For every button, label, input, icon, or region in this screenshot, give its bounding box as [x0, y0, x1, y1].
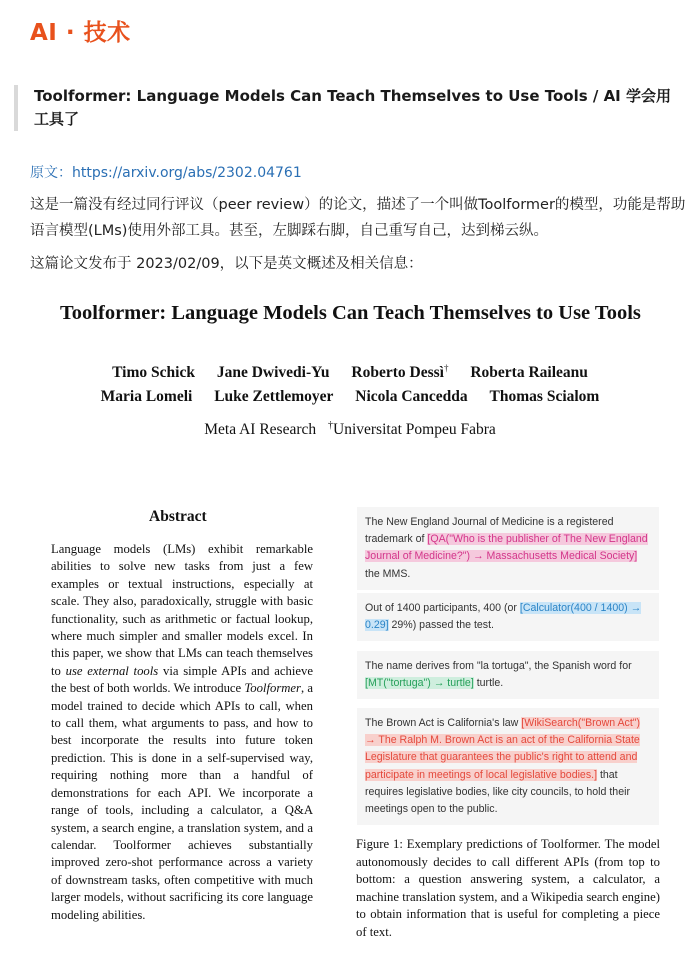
article-title-quote	[14, 85, 684, 131]
figure-caption: Figure 1: Exemplary predictions of Toolformer. The model autonomously decides to call different APIs (from top to bottom: a question answering system, a calculator, a machine translation system, and a Wikipedia search engine) to obtain information that is useful for completing a piece of text.	[356, 837, 660, 939]
dagger-mark: †	[328, 420, 334, 431]
source-link[interactable]: https://arxiv.org/abs/2302.04761	[72, 165, 302, 181]
abstract-text: Language models (LMs) exhibit remarkable abilities to solve new tasks from just a few examples or textual instructions, especially at scale. They also, paradoxically, struggle with basic functionality, such as arithmetic or factual lookup, where much simpler and smaller models excel. In this paper, we show that LMs can teach themselves to use external tools via simple APIs and achieve the best of both worlds. We introduce Toolformer, a model trained to decide which APIs to call, when to call them, what arguments to pass, and how to best incorporate the results into future token prediction. This is done in a self-supervised way, requiring nothing more than a handful of demonstrations for each API. We incorporate a range of tools, including a calculator, a Q&A system, a search engine, a translation system, and a calendar. Toolformer achieves substantially improved zero-shot performance across a variety of downstream tasks, often competitive with much larger models, without sacrificing its core language modeling abilities.	[51, 542, 313, 922]
section-brand: AI · 技术	[30, 20, 131, 46]
paper-image	[0, 290, 700, 963]
affiliation-1: Meta AI Research	[204, 421, 317, 439]
affiliation-2: Universitat Pompeu Fabra	[333, 421, 496, 439]
example-calculator: Out of 1400 participants, 400 (or [Calculator(400 / 1400) → 0.29] 29%) passed the test.	[357, 593, 659, 641]
author: Roberta Raileanu	[470, 364, 588, 382]
example-wikisearch: The Brown Act is California's law [WikiSearch("Brown Act") → The Ralph M. Brown Act is an act of the California State Legislature that guarantees the public's right to attend and participate in meetings of local legislative bodies.] that requires legislative bodies, like city councils, to hold their meetings open to the public.	[357, 708, 659, 825]
api-call-wikisearch: [WikiSearch("Brown Act") → The Ralph M. Brown Act is an act of the California State Legislature that guarantees the public's right to attend and participate in meetings of local legislative bodies.]	[365, 717, 641, 781]
api-call-mt: [MT("tortuga") → turtle]	[365, 677, 474, 690]
authors-row-2	[0, 388, 700, 406]
source-label: 原文：	[30, 165, 72, 181]
author: Timo Schick	[112, 364, 195, 382]
authors-row-1	[0, 363, 700, 382]
affiliations	[0, 420, 700, 439]
author: Thomas Scialom	[489, 388, 600, 405]
author: Jane Dwivedi-Yu	[216, 364, 330, 382]
example-mt: The name derives from "la tortuga", the Spanish word for [MT("tortuga") → turtle] turtle.	[357, 651, 659, 699]
api-call-qa: [QA("Who is the publisher of The New England Journal of Medicine?") → Massachusetts Medical Society]	[365, 533, 648, 563]
example-qa: The New England Journal of Medicine is a registered trademark of [QA("Who is the publisher of The New England Journal of Medicine?") → Massachusetts Medical Society] the MMS.	[357, 507, 659, 590]
paper-title: Toolformer: Language Models Can Teach Themselves to Use Tools	[60, 302, 641, 324]
article-title: Toolformer: Language Models Can Teach Themselves to Use Tools / AI 学会用工具了	[34, 87, 671, 128]
intro-paragraph: 这是一篇没有经过同行评议（peer review）的论文，描述了一个叫做Toolformer的模型，功能是帮助语言模型(LMs)使用外部工具。甚至，左脚踩右脚，自己重写自己，达到梯云纵。	[30, 197, 686, 239]
source-line	[30, 162, 302, 182]
intro-paragraph-2: 这篇论文发布于 2023/02/09，以下是英文概述及相关信息：	[30, 256, 423, 272]
api-call-calculator: [Calculator(400 / 1400) → 0.29]	[365, 602, 642, 632]
author: Roberto Dessì†	[351, 363, 449, 382]
abstract-heading: Abstract	[149, 508, 207, 525]
author: Nicola Cancedda	[355, 388, 468, 405]
author: Luke Zettlemoyer	[214, 388, 334, 405]
author: Maria Lomeli	[100, 388, 193, 405]
